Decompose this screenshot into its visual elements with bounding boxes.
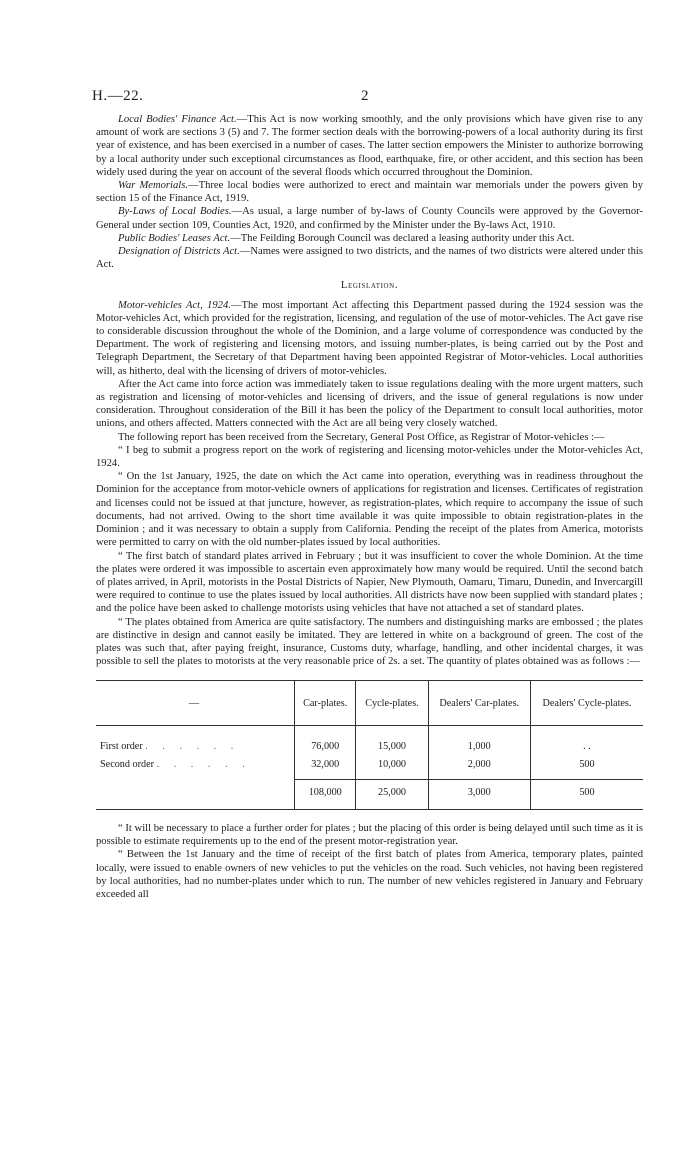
paragraph-title: Local Bodies' Finance Act. <box>118 114 237 125</box>
row-leaders: . . . . . . <box>145 741 240 753</box>
table-row <box>96 726 643 756</box>
row-label: Second order <box>100 758 155 770</box>
col-header-dealers-cycle-plates: Dealers' Cycle-plates. <box>530 681 643 726</box>
quote-temporary-plates: “ Between the 1st January and the time of receipt of the first batch of plates from America, temporary plates, painted locally, were issued to enable owners of new vehicles to put the vehicles on the road. Such vehicles, not having been registered by local authorities, had no number-plates under which to run. The number of new vehicles registered in January and February exceeded all <box>96 849 643 900</box>
total-cell: 3,000 <box>428 779 530 809</box>
table-cell: 76,000 <box>295 726 356 756</box>
paragraph-finance-act: Local Bodies' Finance Act.—This Act is now working smoothly, and the only provisions which have given rise to any amount of work are sections 3 (5) and 7. The former section deals with the borrowing-powers of a local authority during its first year of existence, and has been exercised in a number of cases. The latter section empowers the Minister to authorize borrowing by a local authority under such exceptional circumstances as flood, earthquake, fire, or other accident, and this section has been widely used during the year on account of the several floods which occurred throughout the Dominion. <box>96 114 643 178</box>
table-corner: — <box>96 681 295 726</box>
table-cell: 1,000 <box>428 726 530 756</box>
total-cell: 108,000 <box>295 779 356 809</box>
paragraph-title: Designation of Districts Act. <box>118 246 240 258</box>
table-cell: . . <box>530 726 643 756</box>
col-header-dealers-car-plates: Dealers' Car-plates. <box>428 681 530 726</box>
quote-plates-quality: “ The plates obtained from America are quite satisfactory. The numbers and distinguishing marks are embossed ; the plates are distinctive in design and cannot easily be imitated. They are lettered in white on a background of green. The cost of the plates was such that, after paying freight, insurance, Customs duty, wharfage, handling, and other incidental charges, it was possible to sell the plates to motorists at the very reasonable price of 2s. a set. The quantity of plates obtained was as follows :— <box>96 616 643 668</box>
col-header-cycle-plates: Cycle-plates. <box>356 681 428 726</box>
document-code: H.—22. <box>92 88 144 104</box>
table-cell: 2,000 <box>428 756 530 780</box>
paragraph-report-intro: The following report has been received from the Secretary, General Post Office, as Registrar of Motor-vehicles :— <box>118 431 605 443</box>
quote-progress-report: “ I beg to submit a progress report on the work of registering and licensing motor-vehicles under the Motor-vehicles Act, 1924. <box>96 444 643 470</box>
table-total-row <box>96 779 643 809</box>
section-heading-legislation: Legislation. <box>340 280 399 292</box>
row-label: First order <box>100 741 143 753</box>
total-cell: 25,000 <box>356 779 428 809</box>
total-cell: 500 <box>530 779 643 809</box>
paragraph-war-memorials: War Memorials.—Three local bodies were authorized to erect and maintain war memorials under the powers given by section 15 of the Finance Act, 1919. <box>96 180 643 205</box>
row-leaders: . . . . . . <box>156 758 251 770</box>
col-header-car-plates: Car-plates. <box>295 681 356 726</box>
paragraph-by-laws: By-Laws of Local Bodies.—As usual, a large number of by-laws of County Councils were approved by the Governor-General under section 109, Counties Act, 1920, and confirmed by the Minister under the By-laws Act, 1910. <box>96 206 643 231</box>
quote-further-order: “ It will be necessary to place a further order for plates ; but the placing of this order is being delayed until such time as it is possible to estimate requirements up to the end of the present motor-registration year. <box>96 822 643 848</box>
paragraph-title: War Memorials. <box>118 180 188 192</box>
paragraph-leases-act: Public Bodies' Leases Act.—The Feilding Borough Council was declared a leasing authority under this Act. <box>118 232 575 244</box>
table-cell: 10,000 <box>356 756 428 780</box>
paragraph-motor-vehicles-act: Motor-vehicles Act, 1924.—The most important Act affecting this Department passed during the 1924 session was the Motor-vehicles Act, which provided for the registration, licensing, and regulation of the use of motor-vehicles. The Act gave rise to considerable discussion throughout the whole of the Dominion, and a large volume of correspondence was conducted by the Department. The work of registering and licensing motors, and issuing number-plates, is being carried out by the Post and Telegraph Department, the Secretary of that Department having been appointed Registrar of Motor-vehicles. Local authorities will, as hitherto, deal with the licensing of drivers of motor-vehicles. <box>96 299 643 377</box>
table-cell: 32,000 <box>295 756 356 780</box>
paragraph-title: Public Bodies' Leases Act. <box>118 232 231 244</box>
table-cell: 15,000 <box>356 726 428 756</box>
paragraph-title: Motor-vehicles Act, 1924. <box>118 299 231 311</box>
table-row <box>96 756 643 780</box>
page-number: 2 <box>361 88 369 104</box>
quote-first-batch: “ The first batch of standard plates arrived in February ; but it was insufficient to cover the whole Dominion. At the time the plates were ordered it was impossible to ascertain even approximately how many would be required. Until the second batch of plates arrived, in April, motorists in the Postal Districts of Napier, New Plymouth, Oamaru, Timaru, Dunedin, and Invercargill were required to continue to use the plates issued by local authorities. All districts have now been supplied with standard plates ; and the police have been asked to challenge motorists using vehicles that have not attached a set of standard plates. <box>96 550 643 615</box>
plates-order-table <box>96 680 643 810</box>
paragraph-regulations: After the Act came into force action was immediately taken to issue regulations dealing with the more urgent matters, such as registration and licensing of motor-vehicles and licensing of drivers, and the issue of general regulations is now under consideration. Throughout consideration of the Bill it has been the policy of the Department to consult local authorities, motor unions, and others affected. Matters connected with the Act are all being very closely watched. <box>96 378 643 430</box>
document-body <box>96 113 643 901</box>
table-cell: 500 <box>530 756 643 780</box>
quote-first-january: “ On the 1st January, 1925, the date on which the Act came into operation, everything was in readiness throughout the Dominion for the acceptance from motor-vehicle owners of applications for registration and licenses. Certificates of registration and licenses could not be issued at that juncture, however, as registration-plates, which require to accompany the issue of such documents, had not arrived. Owing to the short time available it was quite impossible to obtain registration-plates in the Dominion ; and it was necessary to obtain a supply from California. Pending the receipt of the plates from America, motorists were permitted to carry on with the old number-plates issued by local authorities. <box>96 471 643 549</box>
paragraph-designation-act: Designation of Districts Act.—Names were assigned to two districts, and the names of two districts were altered under this Act. <box>96 246 643 271</box>
paragraph-title: By-Laws of Local Bodies. <box>118 206 232 218</box>
